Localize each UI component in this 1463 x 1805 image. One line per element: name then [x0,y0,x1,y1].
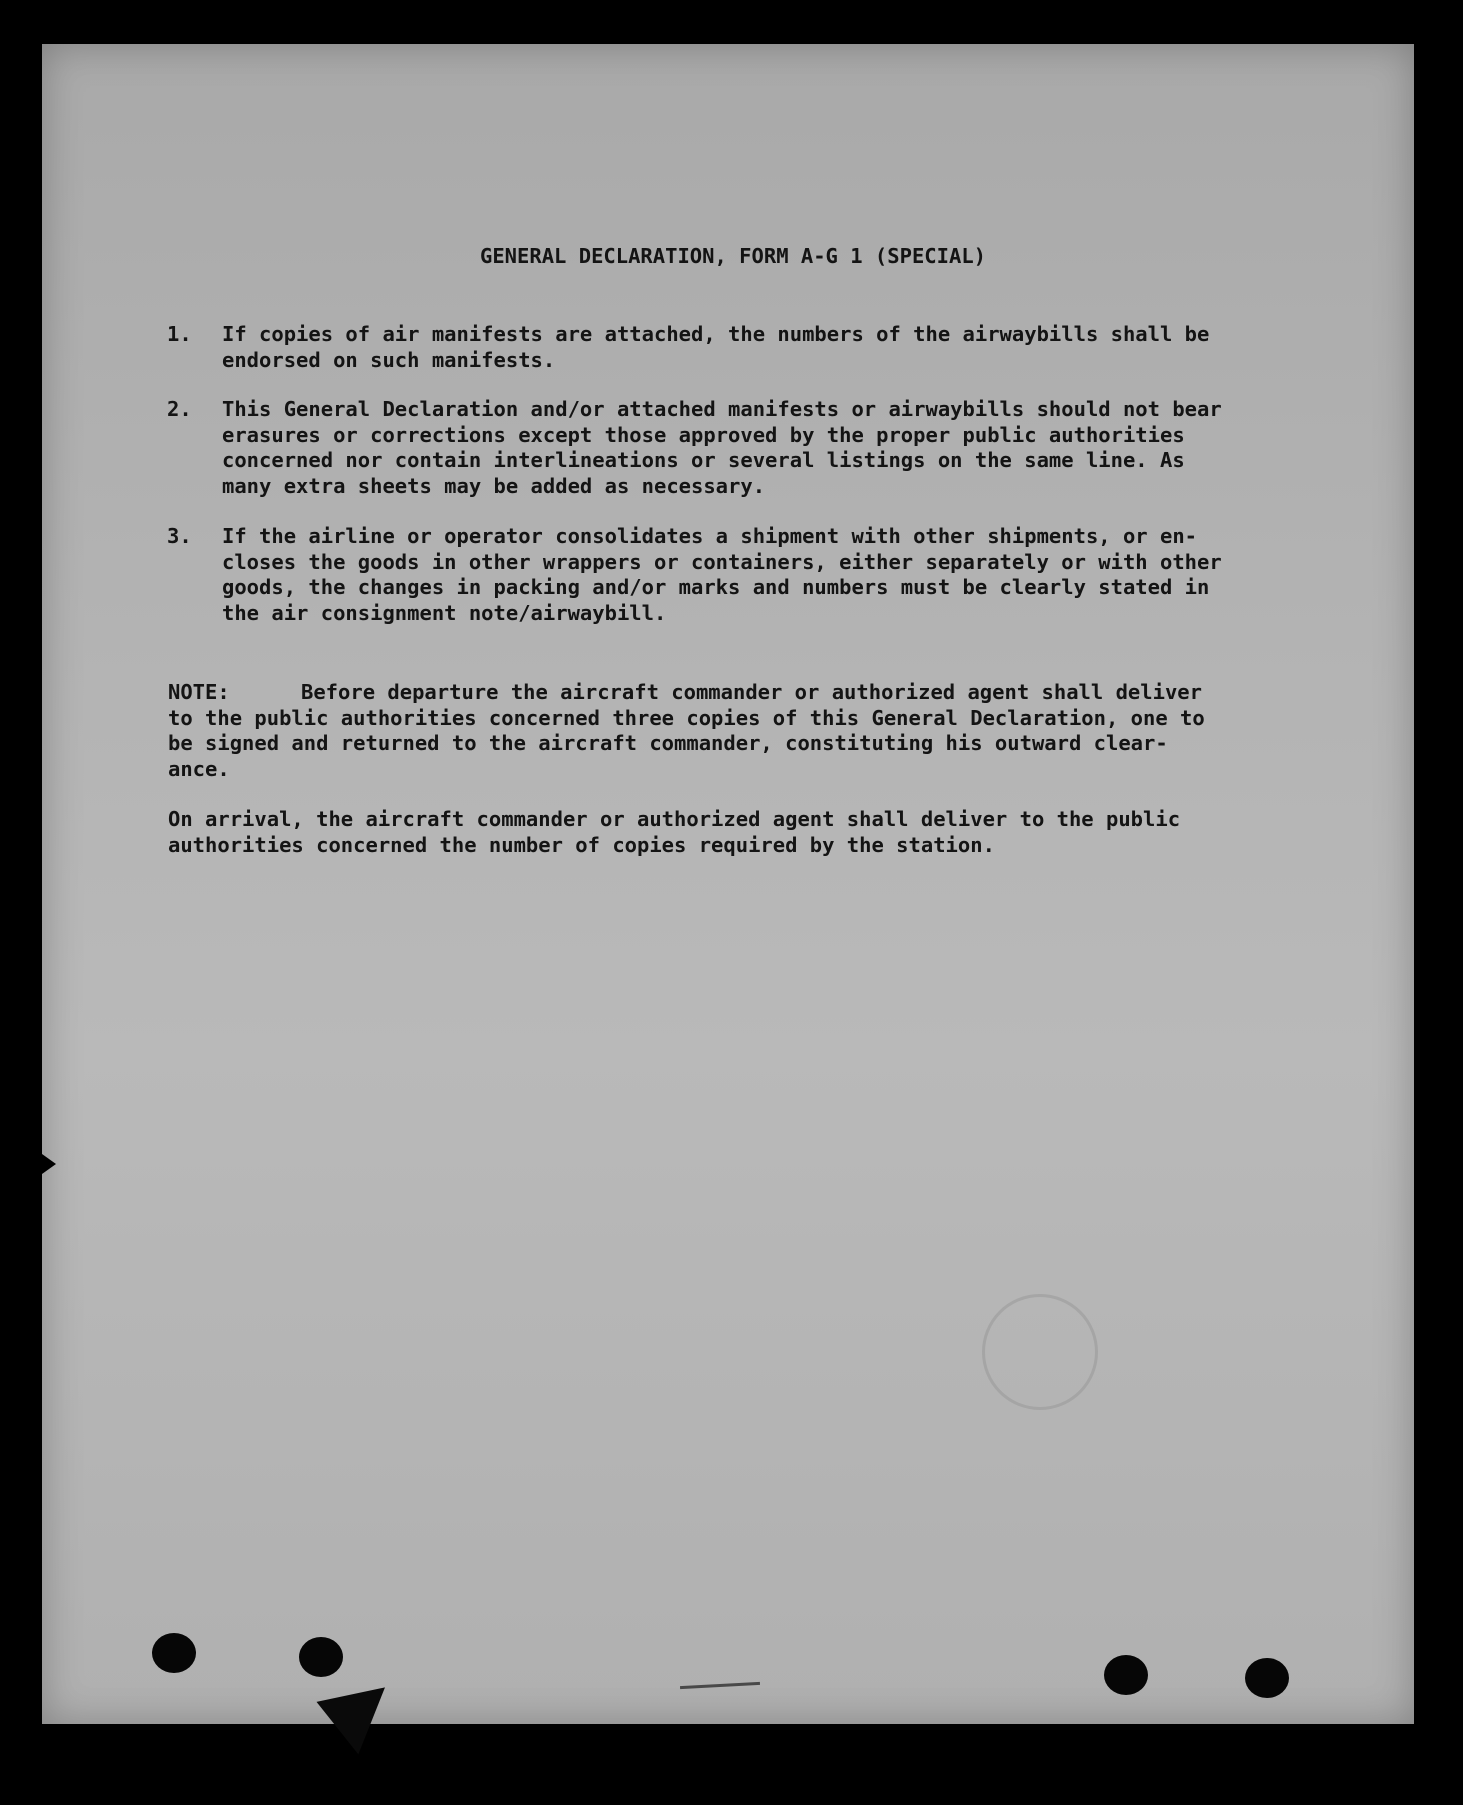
punch-hole [152,1633,196,1673]
list-item [167,322,1342,373]
item-line: goods, the changes in packing and/or marks and numbers must be clearly stated in [222,575,1210,599]
item-body [222,322,1342,373]
document-title: GENERAL DECLARATION, FORM A-G 1 (SPECIAL) [479,244,987,268]
item-line: endorsed on such manifests. [222,347,556,372]
note-line: be signed and returned to the aircraft commander, constituting his outward clear- [168,731,1168,755]
document-page [42,44,1414,1724]
arrival-paragraph [168,807,1343,858]
item-body [222,397,1342,499]
punch-hole [1104,1655,1148,1695]
ink-mark [680,1682,760,1689]
item-line: closes the goods in other wrappers or containers, either separately or with other [222,549,1222,574]
note-first-line [168,680,1343,706]
item-line: This General Declaration and/or attached manifests or airwaybills should not bear [222,397,1222,421]
punch-hole [299,1637,343,1677]
paper-tear [317,1687,398,1760]
list-item [167,397,1342,499]
note-line: to the public authorities concerned three copies of this General Declaration, one to [168,705,1205,730]
note-paragraph [168,680,1343,782]
item-line: If the airline or operator consolidates a shipment with other shipments, or en- [222,524,1198,548]
item-line: If copies of air manifests are attached, the numbers of the airwaybills shall be [222,322,1210,346]
list-item [167,524,1342,626]
faint-stamp [982,1294,1098,1410]
item-line: many extra sheets may be added as necessary. [222,473,766,498]
note-line: ance. [168,756,230,781]
item-line: concerned nor contain interlineations or several listings on the same line. As [222,448,1185,472]
punch-hole [1245,1658,1289,1698]
item-line: the air consignment note/airwaybill. [222,600,667,625]
item-body [222,524,1342,626]
arrival-line: On arrival, the aircraft commander or authorized agent shall deliver to the public [168,807,1181,831]
note-label: NOTE: [168,680,230,704]
item-line: erasures or corrections except those approved by the proper public authorities [222,422,1185,447]
note-line: Before departure the aircraft commander or authorized agent shall deliver [301,680,1202,704]
item-number: 1. [167,322,192,346]
item-number: 2. [167,397,192,421]
page-edge-nick [42,1154,56,1174]
item-number: 3. [167,524,192,548]
arrival-line: authorities concerned the number of copies required by the station. [168,832,995,857]
